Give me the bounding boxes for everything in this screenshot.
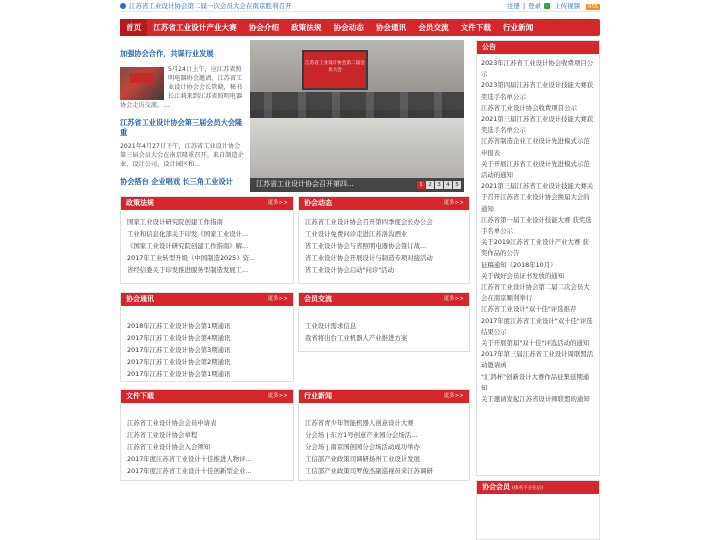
list-item[interactable]: 江苏省工业设计协会章程 xyxy=(127,431,198,439)
announcement-item[interactable]: 江苏省工业设计协会收费项目公示 xyxy=(481,103,577,112)
more-link[interactable]: 更多>> xyxy=(267,200,288,206)
list-item[interactable]: 省工业设计协会启动"问诊"活动 xyxy=(305,266,394,274)
announcement-item[interactable]: 2023年江苏省工业设计协会收费项目公示 xyxy=(481,59,594,79)
headline-news xyxy=(120,40,246,200)
announcement-item[interactable]: 关于开展江苏省工业设计先进模式示范活动的通知 xyxy=(481,159,590,180)
announcement-item[interactable]: 江苏省工业设计"双十佳"评选推荐 xyxy=(481,305,577,314)
list-item[interactable]: 江苏省工业设计协会会员申请表 xyxy=(127,419,217,427)
more-link[interactable]: 更多>> xyxy=(443,200,464,206)
list-item[interactable]: 2017年工业转型升级（中国制造2025）资... xyxy=(127,254,256,262)
headline-title[interactable]: 加强协会合作，共谋行业发展 xyxy=(120,49,214,58)
list-item[interactable]: 2017年江苏工业设计协会第2期通讯 xyxy=(127,358,231,366)
list-item[interactable]: 2017年度江苏省工业设计十佳推进人物评... xyxy=(127,455,252,463)
slide-page-button[interactable]: 4 xyxy=(444,181,452,189)
register-link[interactable]: 注册 xyxy=(506,2,520,10)
top-bar xyxy=(120,0,600,12)
list-item[interactable]: 工信部产业政策司调研扬州工业设计发展 xyxy=(305,455,421,463)
list-item[interactable]: 工业和信息化部关于印发《国家工业设计... xyxy=(127,230,249,238)
news-thumbnail[interactable] xyxy=(120,67,164,100)
section-title: 会员交流 xyxy=(304,295,332,303)
slide-page-button[interactable]: 3 xyxy=(435,181,443,189)
announcement-item[interactable]: 2023第四届江苏省工业设计技能大赛获奖选手名单公示 xyxy=(481,81,594,101)
slide-photo xyxy=(302,50,368,90)
slide-pager xyxy=(416,180,461,189)
more-link[interactable]: 更多>> xyxy=(443,393,464,399)
section-note: (排名不分先后) xyxy=(512,486,544,491)
announcement-item[interactable]: 关于邀请发起江苏省设计师联盟的通知 xyxy=(481,395,590,404)
announcement-panel xyxy=(476,40,600,476)
list-item[interactable]: 分会场 | 东方1号创意产业园分会场活... xyxy=(305,431,418,439)
list-item[interactable]: 国家工业设计研究院创建工作指南 xyxy=(127,218,223,226)
slide-page-button[interactable]: 2 xyxy=(426,181,434,189)
headline-title[interactable]: 江苏省工业设计协会第三届会员大会隆重 xyxy=(120,118,243,137)
list-item[interactable]: 省工业设计协会与省照明电器协会签订战... xyxy=(305,242,427,250)
nav-item-about[interactable]: 协会介绍 xyxy=(248,23,280,32)
announcement-item[interactable]: 江苏省制造企业工业设计先进模式示范申报表 xyxy=(481,137,590,157)
list-item[interactable]: 江苏省工业设计协会召开第四季度会长办公会 xyxy=(305,218,433,226)
list-item[interactable]: 江苏省工业设计协会入会须知 xyxy=(127,443,211,451)
rss-icon[interactable]: RSS xyxy=(588,4,598,10)
top-links xyxy=(504,1,600,10)
slide-page-button[interactable]: 1 xyxy=(417,181,425,189)
section-title: 公告 xyxy=(477,41,599,54)
announcement-item[interactable]: 关于2019江苏省工业设计产业大赛 获奖作品的公告 xyxy=(481,238,589,258)
login-link[interactable]: 登录 xyxy=(528,2,542,10)
policy-box xyxy=(120,196,294,284)
member-exchange-box xyxy=(298,292,470,352)
announcement-item[interactable]: 2017年度江苏省工业设计"双十佳"评选结果公示 xyxy=(481,316,593,336)
list-item[interactable]: 省工业设计协会开展设计与制造专项对接活动 xyxy=(305,254,433,262)
announcement-item[interactable]: 2017年第三届江苏省工业设计周联盟活动邀请函 xyxy=(481,350,594,370)
ticker-text[interactable]: 江苏省工业设计协会第二届一次会员大会在南京胜利召开 xyxy=(129,2,292,10)
info-icon xyxy=(120,3,126,9)
upload-icon xyxy=(544,3,550,9)
announcement-item[interactable]: 江苏省第一届工业设计技能大赛 获奖选手名单公示 xyxy=(481,215,592,236)
section-title: 文件下载 xyxy=(126,392,154,400)
section-title: 行业新闻 xyxy=(304,392,332,400)
list-item[interactable]: 2017年江苏工业设计协会第3期通讯 xyxy=(127,346,231,354)
section-title: 协会动态 xyxy=(304,199,332,207)
slide-page-button[interactable]: 5 xyxy=(453,181,461,189)
headline-title[interactable]: 协会搭台 企业唱戏 长三角工业设计 xyxy=(120,177,233,186)
list-item[interactable]: 2017年江苏工业设计协会第4期通讯 xyxy=(127,334,231,342)
file-download-box xyxy=(120,389,294,481)
nav-item-files[interactable]: 文件下载 xyxy=(460,23,491,32)
separator: | xyxy=(522,2,526,10)
list-item[interactable]: 工业设计免费问诊走进江苏洛沟酒业 xyxy=(305,230,408,238)
list-item[interactable]: 我省将出台工业机器人产业推进方案 xyxy=(305,334,408,342)
news-ticker[interactable] xyxy=(120,1,292,10)
member-panel xyxy=(476,480,600,540)
more-link[interactable]: 更多>> xyxy=(267,393,288,399)
headline-summary: 2021年4月27日下午，江苏省工业设计协会第三届会员大会在南京隆重召开。来自制造企业、设计公司、设计园区和... xyxy=(120,143,244,168)
announcement-item[interactable]: 征稿通知（2018年10月） xyxy=(481,260,557,269)
list-item[interactable]: 江苏省青少年智能机器人创意设计大赛 xyxy=(305,419,414,427)
list-item[interactable]: 2017年度江苏省工业设计十佳创新型企业... xyxy=(127,467,252,475)
announcement-item[interactable]: 2021第三届江苏省工业设计技能大赛获奖选手名单公示 xyxy=(481,115,594,135)
announcement-item[interactable]: "汇鸿杯"创新设计大赛作品征集延期通知 xyxy=(481,372,590,392)
list-item[interactable]: 省经信委关于印发推进服务型制造发展工... xyxy=(127,266,249,274)
list-item[interactable]: 分会场 | 南京国创园分会场活动成功举办 xyxy=(305,443,420,451)
list-item[interactable]: 2017年江苏工业设计协会第1期通讯 xyxy=(127,370,231,378)
section-title: 协会通讯 xyxy=(126,295,154,303)
section-title: 政策法规 xyxy=(126,199,154,207)
headline-block xyxy=(120,65,246,110)
slide-caption[interactable]: 江苏省工业设计协会召开第四... xyxy=(256,180,354,188)
announcement-item[interactable]: 2021第三届江苏省工业设计技能大赛关于召开江苏省工业设计协会换届大会的通知 xyxy=(481,182,594,213)
photo-slider[interactable] xyxy=(250,40,464,192)
list-item[interactable]: 工业设计需求信息 xyxy=(305,322,357,330)
nav-item-home[interactable]: 首页 xyxy=(120,19,147,36)
more-link[interactable]: 更多>> xyxy=(443,296,464,302)
nav-item-policy[interactable]: 政策法规 xyxy=(291,23,322,32)
headline-summary: 5月24日上午，应江苏省照明电器协会邀请，江苏省工业设计协会会长管晓，秘书长江莉来到江苏省照明电器协会走访交流。... xyxy=(120,66,243,109)
list-item[interactable]: 工信部产业政策司罗俊杰副巡视员来江苏调研 xyxy=(305,467,433,475)
slide-screen-text: 江苏省工业设计协会第二届会员大会 xyxy=(305,61,365,73)
nav-item-newsletter[interactable]: 协会通讯 xyxy=(375,23,407,32)
nav-item-contest[interactable]: 江苏省工业设计产业大赛 xyxy=(153,23,237,32)
nav-item-exchange[interactable]: 会员交流 xyxy=(418,23,449,32)
association-news-box xyxy=(298,196,470,284)
list-item[interactable]: 2018年江苏工业设计协会第1期通讯 xyxy=(127,322,231,330)
upload-video-link[interactable]: 上传视频 xyxy=(554,2,581,10)
main-nav xyxy=(120,19,600,36)
nav-item-news[interactable]: 协会动态 xyxy=(333,23,364,32)
industry-news-box xyxy=(298,389,470,481)
announcement-item[interactable]: 关于开展第届"双十佳"评选活动的通知 xyxy=(481,339,590,348)
announcement-item[interactable]: 江苏省工业设计协会第二届二次会员大会在南京顺利举行 xyxy=(481,283,590,303)
section-title: 协会会员 xyxy=(482,483,510,491)
announcement-item[interactable]: 关于做好会员证书发放的通知 xyxy=(481,271,565,280)
nav-item-industry[interactable]: 行业新闻 xyxy=(502,23,534,32)
list-item[interactable]: 《国家工业设计研究院创建工作指南》解... xyxy=(127,242,249,250)
more-link[interactable]: 更多>> xyxy=(267,296,288,302)
newsletter-box xyxy=(120,292,294,382)
